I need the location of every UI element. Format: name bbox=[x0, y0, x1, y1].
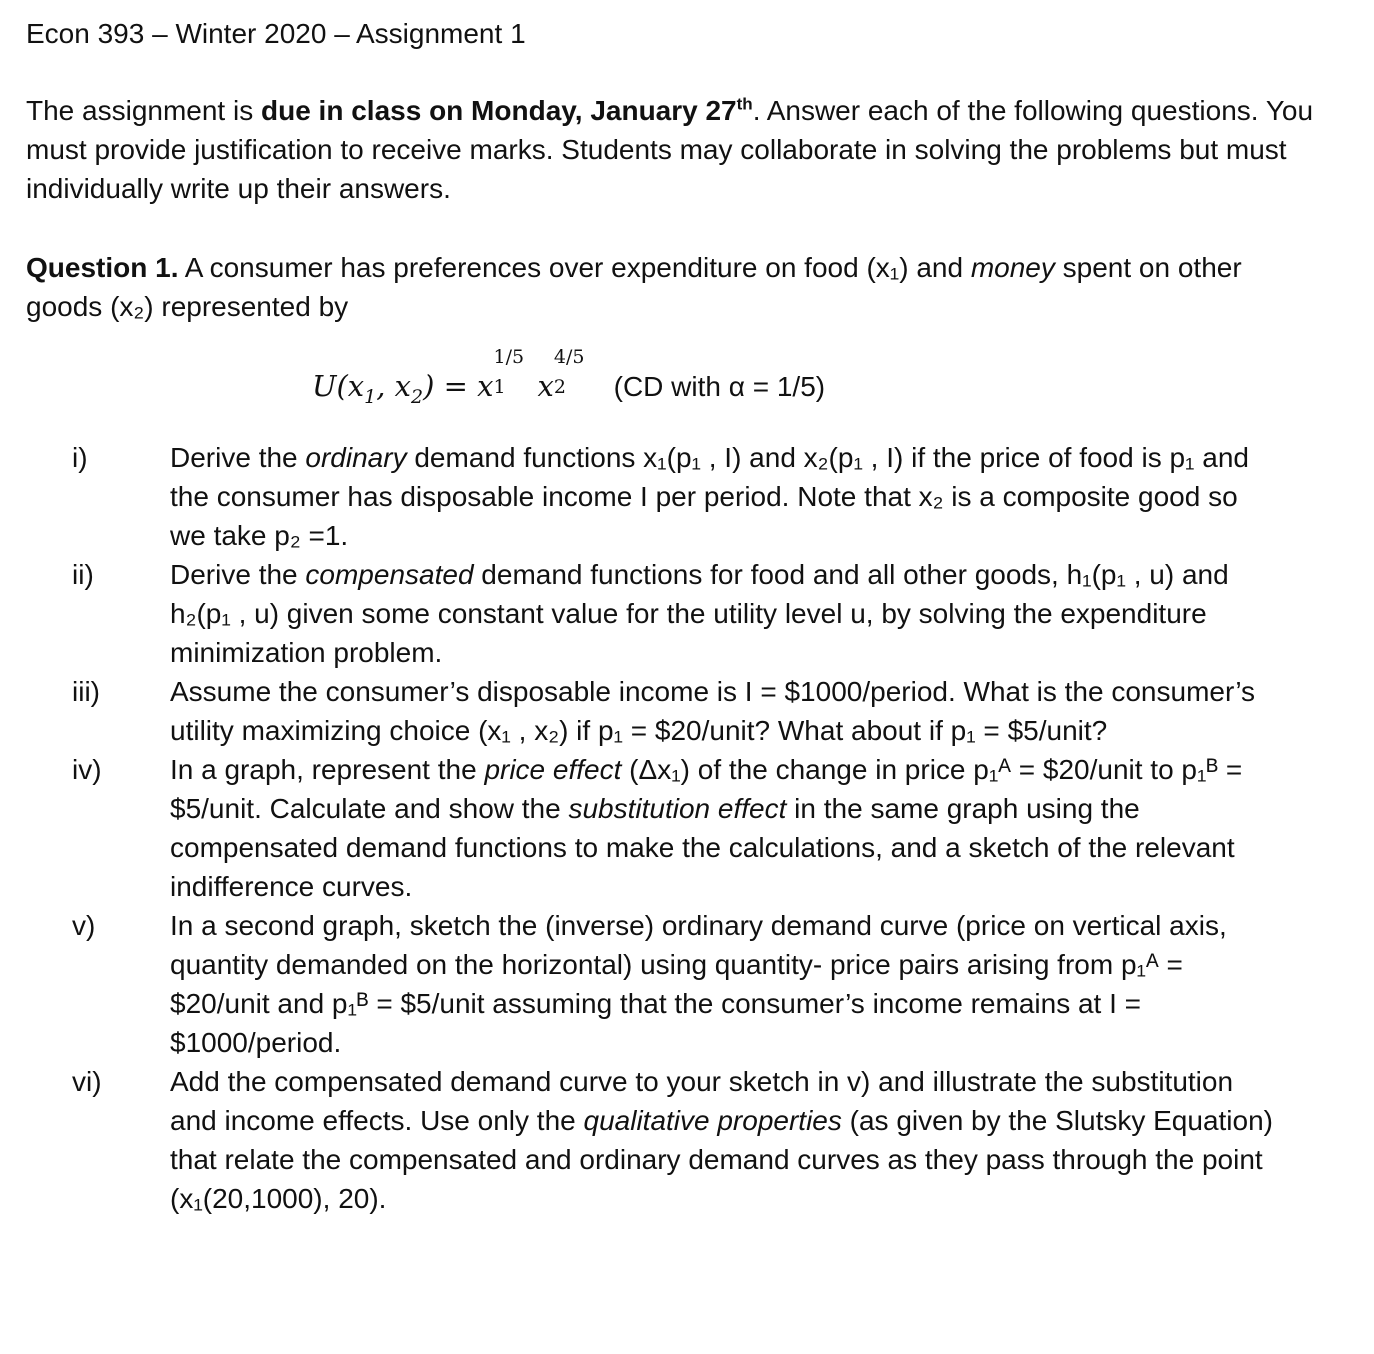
item-text: Assume the consumer’s disposable income is I = $1000/period. What is the consumer’s utility maximizing choice (x₁ , x₂) if p₁ = $20/unit? What about if p₁ = $5/unit? bbox=[170, 676, 1256, 746]
question-item bbox=[26, 1062, 1346, 1218]
cd-note: (CD with α = 1/5) bbox=[613, 371, 826, 402]
intro-after: . Answer each of the following questions. You must provide justification to receive marks. Students may collaborate in solving the problems but must individually write up their answers. bbox=[26, 95, 1314, 204]
question-1-label: Question 1. bbox=[26, 252, 179, 283]
question-item bbox=[26, 906, 1346, 1062]
question-item bbox=[26, 672, 1346, 750]
due-date: due in class on Monday, January 27th bbox=[261, 94, 753, 126]
question-items bbox=[26, 438, 1346, 1218]
item-number: i) bbox=[72, 442, 88, 473]
question-item bbox=[26, 750, 1346, 906]
item-number: v) bbox=[72, 910, 96, 941]
question-1-stem: Question 1. A consumer has preferences over expenditure on food (x₁) and money spent on other goods (x₂) represented by bbox=[26, 252, 1242, 322]
item-number: ii) bbox=[72, 559, 94, 590]
item-number: vi) bbox=[72, 1066, 102, 1097]
money-italic: money bbox=[970, 252, 1055, 283]
item-text: Add the compensated demand curve to your sketch in v) and illustrate the substitution and income effects. Use only the qualitative properties (as given by the Slutsky Equation) that relate the compensated and ordinary demand curves as they pass through the point (x₁(20,1000), 20). bbox=[170, 1066, 1273, 1214]
document-title: Econ 393 – Winter 2020 – Assignment 1 bbox=[26, 18, 526, 49]
item-number: iii) bbox=[72, 676, 100, 707]
intro-before: The assignment is bbox=[26, 95, 261, 126]
item-text: Derive the compensated demand functions for food and all other goods, h₁(p₁ , u) and h₂(p₁ , u) given some constant value for the utility level u, by solving the expenditure minimization problem. bbox=[170, 559, 1229, 668]
intro-paragraph bbox=[26, 91, 1316, 208]
item-text: Derive the ordinary demand functions x₁(p₁ , I) and x₂(p₁ , I) if the price of food is p₁ and the consumer has disposable income I per period. Note that x₂ is a composite good so we take p₂ =1. bbox=[170, 442, 1249, 551]
item-number: iv) bbox=[72, 754, 102, 785]
item-text: In a second graph, sketch the (inverse) ordinary demand curve (price on vertical axis, quantity demanded on the horizontal) using quantity- price pairs arising from p₁ᴬ = $20/unit and p₁ᴮ = $5/unit assuming that the consumer’s income remains at I = $1000/period. bbox=[170, 910, 1227, 1058]
item-text: In a graph, represent the price effect (Δx₁) of the change in price p₁ᴬ = $20/unit to p₁ᴮ = $5/unit. Calculate and show the substitution effect in the same graph using the compensated demand functions to make the calculations, and a sketch of the relevant indifference curves. bbox=[170, 754, 1243, 902]
utility-equation: $U(x_1$, $x_2) = x$ 1/5 1 x 4/5 2 bbox=[312, 346, 585, 408]
question-item bbox=[26, 438, 1346, 555]
question-item bbox=[26, 555, 1346, 672]
utility-formula bbox=[312, 346, 1346, 410]
assignment-page bbox=[26, 14, 1346, 1218]
